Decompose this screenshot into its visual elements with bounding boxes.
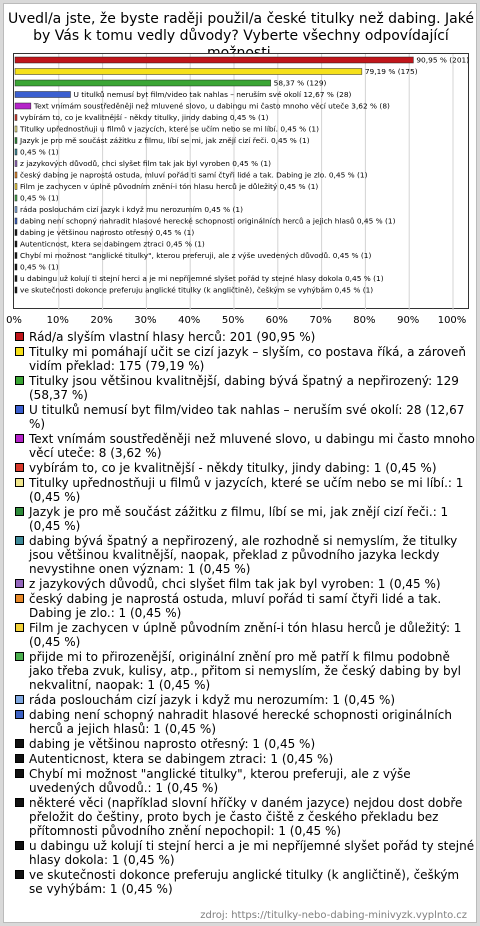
bar-label: 0,45 % (1) [19,147,59,157]
bar [15,184,17,190]
bar [15,195,17,201]
legend [13,330,475,897]
bar [15,149,17,155]
legend-swatch [15,405,24,414]
bar-label: vybírám to, co je kvalitnější - někdy titulky, jindy dabing 0,45 % (1) [19,113,269,122]
legend-swatch [15,347,24,356]
x-tick-label: 40% [178,315,201,326]
legend-swatch [15,623,24,632]
bar-label: dabing je většinou naprosto otřesný 0,45 % (1) [19,228,195,237]
bar-label: z jazykových důvodů, chci slyšet film tak jak byl vyroben 0,45 % (1) [19,159,271,168]
legend-entry [13,621,475,649]
legend-swatch [15,594,24,603]
bar-label: Film je zachycen v úplně původním znění-i tón hlasu herců je důležitý 0,45 % (1) [19,182,319,191]
legend-text: Titulky mi pomáhají učit se cizí jazyk – slyším, co postava říká, a zároveň vidím překlad: 175 (79,19 %) [29,345,467,373]
legend-text: dabing bývá špatný a nepřirozený, ale rozhodně si nemyslím, že titulky jsou většinou kvalitnější, naopak, překlad z původního jazyka leckdy nevystihne onen význam: 1 (0,45 %) [29,534,458,576]
legend-swatch [15,754,24,763]
x-tick-label: 10% [46,315,69,326]
bar-label: 58,37 % (129) [273,78,327,88]
x-tick-label: 0% [6,315,22,326]
bar [15,264,17,270]
bar-label: ráda poslouchám cizí jazyk i když mu nerozumím 0,45 % (1) [19,205,243,214]
legend-entry [13,592,475,620]
bar-label: český dabing je naprostá ostuda, mluví pořád ti samí čtyři lidé a tak. Dabing je zlo. 0,45 % (1) [19,170,368,180]
legend-text: Chybí mi možnost "anglické titulky", kterou preferuji, ale z výše uvedených důvodů.: 1 (0,45 %) [29,767,411,795]
source-note: zdroj: https://titulky-nebo-dabing-minivyzk.vyplnto.cz [200,910,467,921]
legend-entry [13,868,475,896]
bar-label: Chybí mi možnost "anglické titulky", kterou preferuji, ale z výše uvedených důvodů. 0,45 % (1) [19,251,372,260]
bar-label: dabing není schopný nahradit hlasové herecké schopnosti originálních herců a jejich hlasů 0,45 % (1) [19,216,396,226]
legend-text: Jazyk je pro mě součást zážitku z filmu, líbí se mi, jak znějí cizí řeči.: 1 (0,45 %) [29,505,449,533]
legend-entry [13,330,475,344]
legend-swatch [15,870,24,879]
legend-swatch [15,434,24,443]
legend-entry [13,403,475,431]
legend-entry [13,650,475,692]
legend-swatch [15,332,24,341]
bar-label: ve skutečnosti dokonce preferuju anglické titulky (k angličtině), češkým se vyhýbám 0,45 % (1) [19,285,374,295]
legend-entry [13,461,475,475]
bar [15,80,271,86]
x-tick-label: 80% [353,315,376,326]
legend-text: dabing není schopný nahradit hlasové herecké schopnosti originálních herců a jejich hlasů: 1 (0,45 %) [29,708,452,736]
legend-text: vybírám to, co je kvalitnější - někdy titulky, jindy dabing: 1 (0,45 %) [29,461,437,475]
legend-swatch [15,652,24,661]
legend-swatch [15,798,24,807]
legend-text: ve skutečnosti dokonce preferuju anglické titulky (k angličtině), češkým se vyhýbám: 1 (0,45 %) [29,868,460,896]
bar-label: 90,95 % (201) [416,55,470,65]
bar [15,138,17,144]
x-tick-label: 30% [134,315,157,326]
legend-swatch [15,579,24,588]
legend-entry [13,796,475,838]
x-tick-label: 60% [265,315,288,326]
legend-entry [13,534,475,576]
legend-swatch [15,841,24,850]
legend-entry [13,432,475,460]
legend-entry [13,374,475,402]
legend-text: Film je zachycen v úplně původním znění-i tón hlasu herců je důležitý: 1 (0,45 %) [29,621,462,649]
bar [15,253,17,259]
legend-entry [13,752,475,766]
legend-entry [13,737,475,751]
legend-entry [13,839,475,867]
legend-entry [13,767,475,795]
legend-text: přijde mi to přirozenější, originální znění pro mě patří k filmu podobně jako třeba zvuk, kulisy, atp., přitom si nemyslím, že český dabing by byl nekvalitní, naopak: 1 (0,45 %) [29,650,462,692]
legend-swatch [15,710,24,719]
bar-label: 0,45 % (1) [19,193,59,203]
bar [15,57,413,63]
bar-label: Text vnímám soustředěněji než mluvené slovo, u dabingu mi často mnoho věcí uteče 3,62 % (8) [33,101,390,111]
bar [15,115,17,121]
legend-swatch [15,376,24,385]
legend-swatch [15,507,24,516]
legend-entry [13,577,475,591]
legend-text: některé věci (například slovní hříčky v daném jazyce) nejdou dost dobře přeložit do češtiny, proto bych je často čiště z českého překladu bez přítomnosti původního znění nepochopil: 1 (0,45 %) [29,796,463,838]
legend-text: ráda poslouchám cizí jazyk i když mu nerozumím: 1 (0,45 %) [29,693,396,707]
legend-entry [13,708,475,736]
bar [15,207,17,213]
legend-text: Titulky upřednostňuji u filmů v jazycích, které se učím nebo se mi líbí.: 1 (0,45 %) [29,476,464,504]
legend-swatch [15,463,24,472]
bar [15,241,17,247]
x-tick-label: 20% [90,315,113,326]
bar-label: 0,45 % (1) [19,262,59,272]
chart-frame [3,3,477,923]
bar [15,276,17,282]
bar [15,218,17,224]
bar-label: Jazyk je pro mě součást zážitku z filmu, líbí se mi, jak znějí cizí řeči. 0,45 % (1) [19,136,310,145]
x-axis-ticks [4,311,480,327]
bar-label: 79,19 % (175) [364,67,418,76]
bar-label: u dabingu už kolují ti stejní herci a je mi nepříjemné slyšet pořád ty stejné hlasy dokola 0,45 % (1) [19,274,384,283]
bar [15,103,31,109]
legend-text: český dabing je naprostá ostuda, mluví pořád ti samí čtyři lidé a tak. Dabing je zlo.: 1 (0,45 %) [29,592,442,620]
legend-text: Rád/a slyším vlastní hlasy herců: 201 (90,95 %) [29,330,316,344]
bar-plot [14,54,470,310]
legend-text: Autenticnost, ktera se dabingem ztraci: 1 (0,45 %) [29,752,334,766]
legend-entry [13,693,475,707]
bar-label: Autenticnost, ktera se dabingem ztraci 0,45 % (1) [19,239,205,249]
x-tick-label: 50% [221,315,245,326]
bar [15,230,17,236]
bar [15,172,17,178]
legend-text: u dabingu už kolují ti stejní herci a je mi nepříjemné slyšet pořád ty stejné hlasy dokola: 1 (0,45 %) [29,839,475,867]
legend-swatch [15,769,24,778]
bar-label: Titulky upřednostňuji u filmů v jazycích, které se učím nebo se mi líbí. 0,45 % (1) [19,124,319,134]
bar [15,287,17,293]
x-tick-label: 100% [437,315,467,326]
legend-text: z jazykových důvodů, chci slyšet film tak jak byl vyroben: 1 (0,45 %) [29,577,441,591]
bar [15,69,362,75]
bar [15,92,70,98]
bar [15,161,17,167]
legend-text: Titulky jsou většinou kvalitnější, dabing bývá špatný a nepřirozený: 129 (58,37 %) [29,374,459,402]
legend-swatch [15,536,24,545]
bar [15,126,17,132]
chart-title: Uvedl/a jste, že byste raději použil/a české titulky než dabing. Jaké by Vás k tomu vedly důvody? Vyberte všechny odpovídající [8,11,474,44]
legend-swatch [15,739,24,748]
x-axis [4,311,480,327]
legend-swatch [15,695,24,704]
legend-entry [13,345,475,373]
legend-entry [13,505,475,533]
legend-text: U titulků nemusí byt film/video tak nahlas – neruším své okolí: 28 (12,67 %) [29,403,465,431]
legend-text: dabing je většinou naprosto otřesný: 1 (0,45 %) [29,737,316,751]
x-tick-label: 70% [309,315,332,326]
legend-swatch [15,478,24,487]
legend-text: Text vnímám soustředěněji než mluvené slovo, u dabingu mi často mnoho věcí uteče: 8 (3,62 %) [29,432,475,460]
legend-entry [13,476,475,504]
plot-area [13,53,469,309]
bar-label: U titulků nemusí byt film/video tak nahlas – neruším své okolí 12,67 % (28) [73,90,352,99]
x-tick-label: 90% [397,315,420,326]
